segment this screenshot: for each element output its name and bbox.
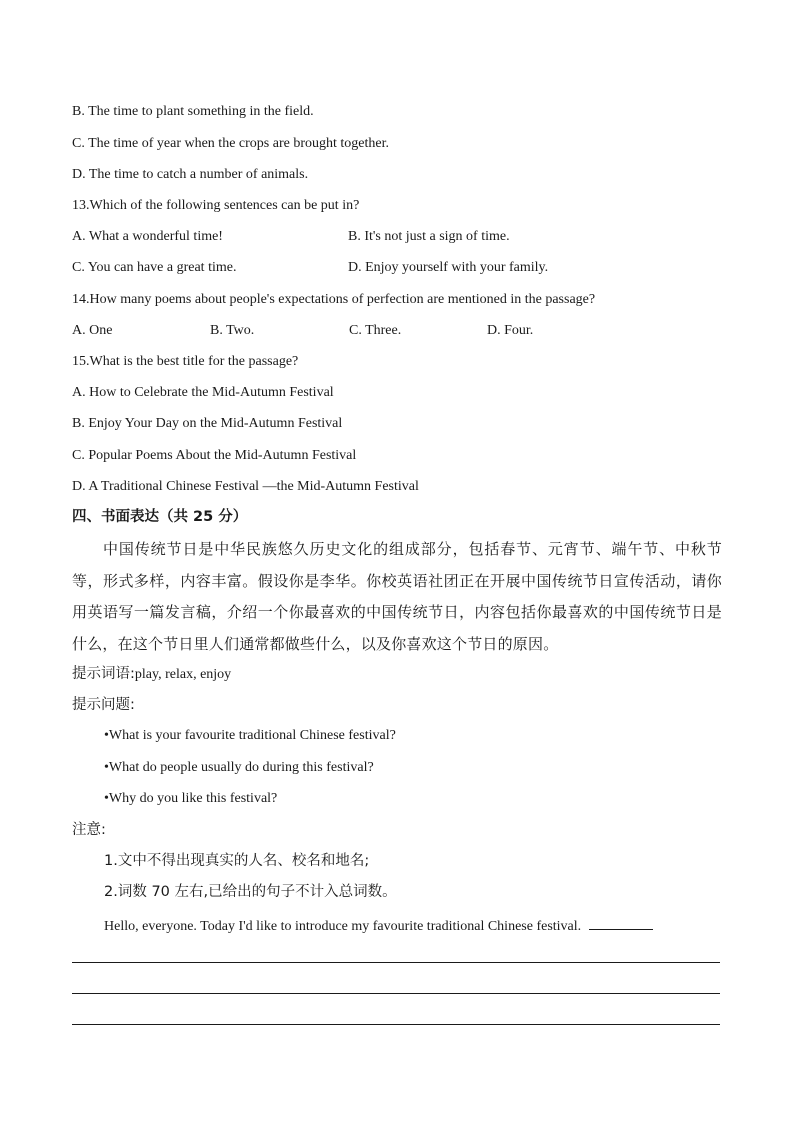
q15-option-a: A. How to Celebrate the Mid-Autumn Festival	[72, 385, 334, 400]
q12-option-c: C. The time of year when the crops are brought together.	[72, 136, 389, 151]
hint-question-3: •Why do you like this festival?	[104, 791, 278, 806]
q14-option-c: C. Three.	[349, 323, 402, 338]
writing-opening-line	[104, 915, 653, 936]
q13-options-row-1	[72, 228, 722, 246]
answer-line-2[interactable]	[72, 993, 720, 994]
notes-label: 注意:	[72, 822, 106, 838]
note-2: 2.词数 70 左右,已给出的句子不计入总词数。	[104, 884, 397, 900]
note-1: 1.文中不得出现真实的人名、校名和地名;	[104, 853, 370, 869]
q15-option-c: C. Popular Poems About the Mid-Autumn Festival	[72, 448, 357, 463]
hint-words-label: 提示词语:	[72, 666, 135, 682]
section-heading-writing: 四、书面表达（共 25 分）	[72, 509, 248, 525]
answer-blank[interactable]	[589, 915, 653, 930]
hint-words-line	[72, 665, 231, 684]
q14-option-a: A. One	[72, 323, 113, 338]
writing-prompt: 中国传统节日是中华民族悠久历史文化的组成部分，包括春节、元宵节、端午节、中秋节等，形式多样，内容丰富。假设你是李华。你校英语社团正在开展中国传统节日宣传活动，请你用英语写一篇发言稿，介绍一个你最喜欢的中国传统节日，内容包括你最喜欢的中国传统节日是什么，在这个节日里人们通常都做些什么，以及你喜欢这个节日的原因。	[72, 540, 722, 653]
q12-option-b: B. The time to plant something in the field.	[72, 104, 314, 119]
q15-option-d: D. A Traditional Chinese Festival —the Mid-Autumn Festival	[72, 479, 419, 494]
q14-option-b: B. Two.	[210, 323, 255, 338]
q13-option-c: C. You can have a great time.	[72, 260, 237, 275]
q13-option-a: A. What a wonderful time!	[72, 229, 223, 244]
hint-question-2: •What do people usually do during this festival?	[104, 760, 374, 775]
q13-option-b: B. It's not just a sign of time.	[348, 229, 510, 244]
hint-words: play, relax, enjoy	[134, 667, 232, 682]
q14-stem: 14.How many poems about people's expectations of perfection are mentioned in the passage?	[72, 292, 596, 307]
q15-stem: 15.What is the best title for the passage?	[72, 354, 299, 369]
q13-stem: 13.Which of the following sentences can be put in?	[72, 198, 360, 213]
q12-option-d: D. The time to catch a number of animals.	[72, 167, 309, 182]
hint-question-1: •What is your favourite traditional Chinese festival?	[104, 728, 396, 743]
q14-option-d: D. Four.	[487, 323, 534, 338]
q13-option-d: D. Enjoy yourself with your family.	[348, 260, 549, 275]
q13-options-row-2	[72, 259, 722, 277]
hint-questions-label: 提示问题:	[72, 697, 135, 713]
q15-option-b: B. Enjoy Your Day on the Mid-Autumn Festival	[72, 416, 343, 431]
q14-options-row	[72, 322, 722, 340]
answer-line-1[interactable]	[72, 962, 720, 963]
answer-line-3[interactable]	[72, 1024, 720, 1025]
writing-opening-sentence: Hello, everyone. Today I'd like to introduce my favourite traditional Chinese festival.	[104, 919, 582, 934]
